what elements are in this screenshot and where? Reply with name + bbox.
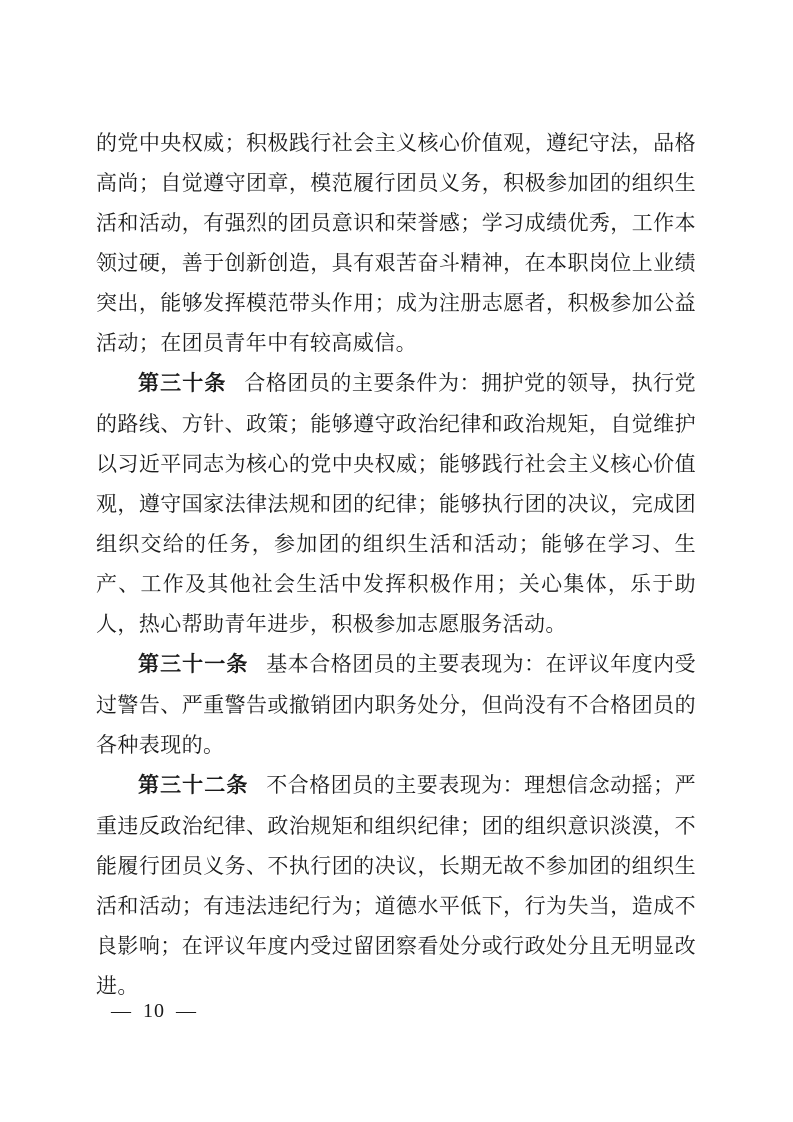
document-body	[96, 123, 696, 1006]
paragraph-text: 合格团员的主要条件为：拥护党的领导，执行党的路线、方针、政策；能够遵守政治纪律和政治规矩，自觉维护以习近平同志为核心的党中央权威；能够践行社会主义核心价值观，遵守国家法律法规和团的纪律；能够执行团的决议，完成团组织交给的任务，参加团的组织生活和活动；能够在学习、生产、工作及其他社会生活中发挥积极作用；关心集体，乐于助人，热心帮助青年进步，积极参加志愿服务活动。	[96, 371, 697, 636]
page-number: — 10 —	[111, 1000, 197, 1022]
paragraph-article-32	[96, 765, 696, 1006]
paragraph-text: 基本合格团员的主要表现为：在评议年度内受过警告、严重警告或撤销团内职务处分，但尚没有不合格团员的各种表现的。	[96, 652, 697, 757]
article-heading: 第三十一条	[138, 653, 249, 676]
paragraph-article-30	[96, 363, 696, 644]
article-heading: 第三十条	[138, 372, 227, 395]
paragraph-text: 的党中央权威；积极践行社会主义核心价值观，遵纪守法，品格高尚；自觉遵守团章，模范履行团员义务，积极参加团的组织生活和活动，有强烈的团员意识和荣誉感；学习成绩优秀，工作本领过硬，善于创新创造，具有艰苦奋斗精神，在本职岗位上业绩突出，能够发挥模范带头作用；成为注册志愿者，积极参加公益活动；在团员青年中有较高威信。	[96, 131, 696, 355]
paragraph-text: 不合格团员的主要表现为：理想信念动摇；严重违反政治纪律、政治规矩和组织纪律；团的组织意识淡漠，不能履行团员义务、不执行团的决议，长期无故不参加团的组织生活和活动；有违法违纪行为；道德水平低下，行为失当，造成不良影响；在评议年度内受过留团察看处分或行政处分且无明显改进。	[96, 773, 697, 998]
page-footer	[111, 998, 197, 1024]
paragraph-article-31	[96, 644, 696, 765]
article-heading: 第三十二条	[138, 774, 249, 797]
paragraph-continuation	[96, 123, 696, 363]
